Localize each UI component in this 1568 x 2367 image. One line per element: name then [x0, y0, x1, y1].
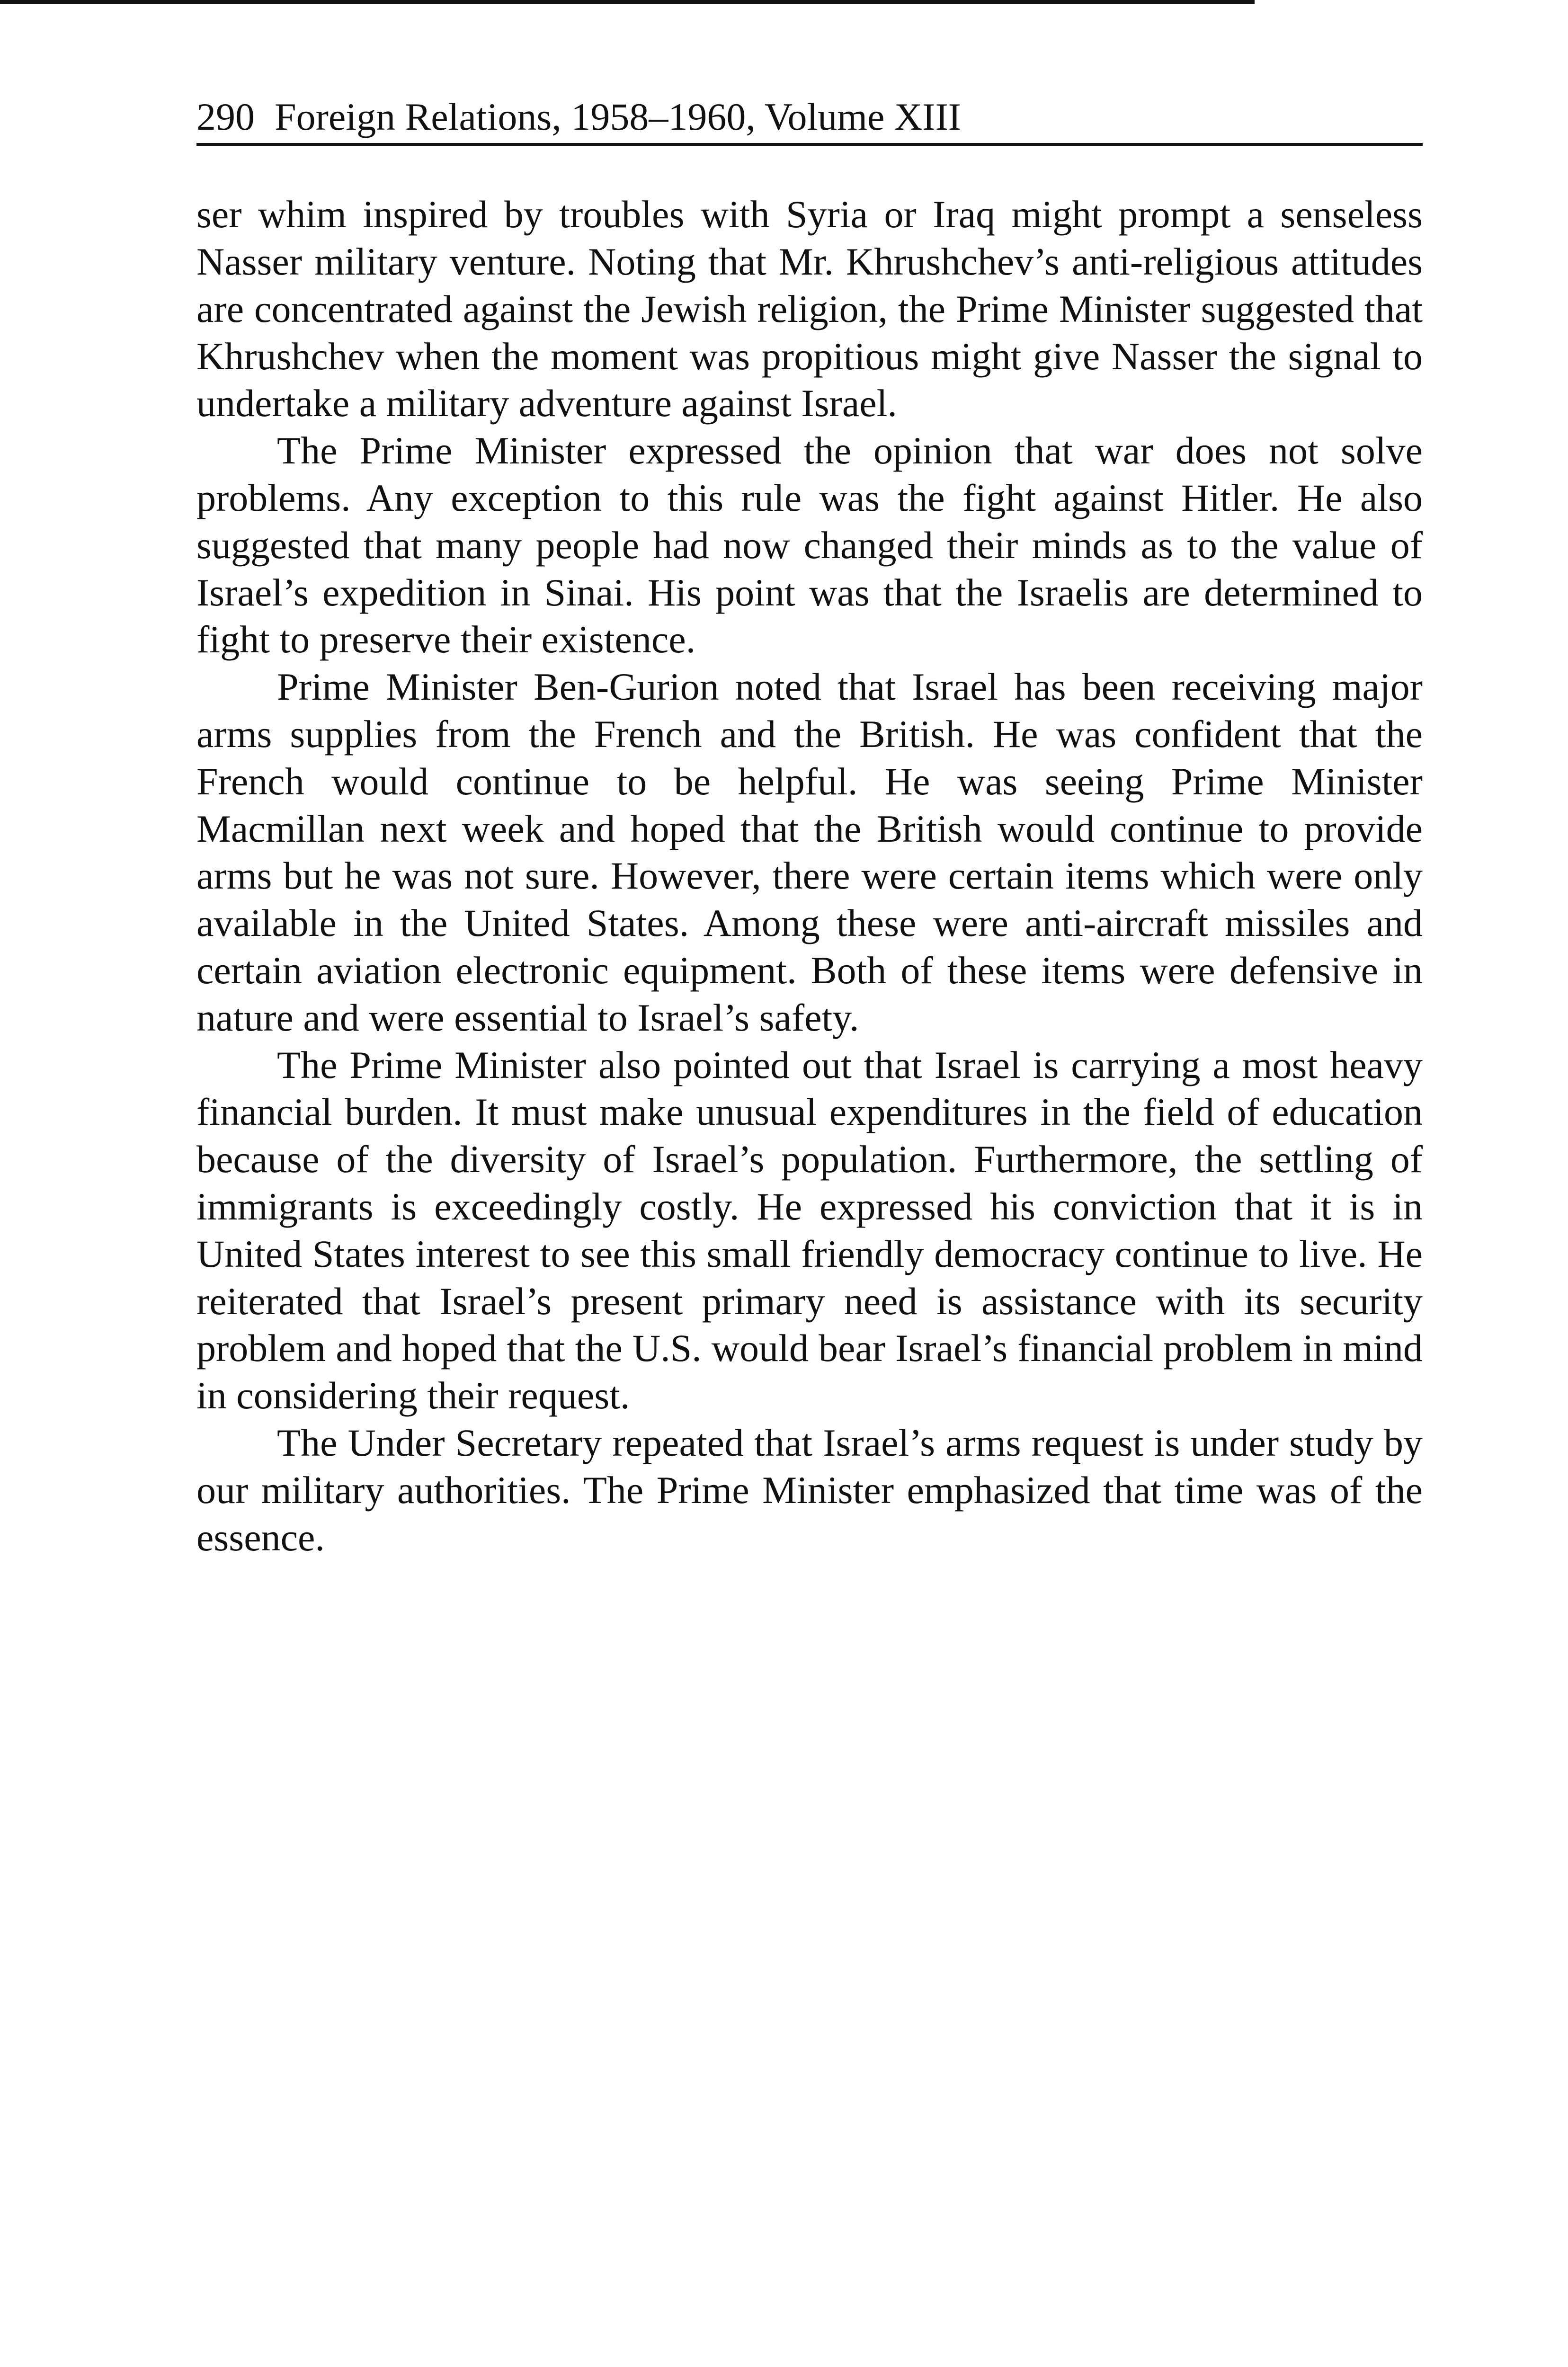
- body-text: [196, 191, 1423, 1561]
- running-head: [196, 95, 1423, 146]
- paragraph-under-secretary: The Under Secretary repeated that Israel’s arms request is under study by our military authorities. The Prime Minister emphasized that time was of the essence.: [196, 1421, 1423, 1559]
- paragraph-continued: ser whim inspired by troubles with Syria or Iraq might prompt a senseless Nasser military venture. Noting that Mr. Khrushchev’s anti-religious attitudes are concentrated against the Jewish religion, the Prime Minister suggested that Khrushchev when the moment was propitious might give Nasser the signal to undertake a military adventure against Israel.: [196, 193, 1423, 425]
- scan-top-edge: [0, 0, 1255, 4]
- publication-title: Foreign Relations, 1958–1960, Volume XIII: [275, 95, 962, 138]
- paragraph-financial-burden: The Prime Minister also pointed out that Israel is carrying a most heavy financial burden. It must make unusual expenditures in the field of education because of the diversity of Israel’s population. Furthermore, the settling of immigrants is exceedingly costly. He expressed his conviction that it is in United States interest to see this small friendly democracy continue to live. He reiterated that Israel’s present primary need is assistance with its security problem and hoped that the U.S. would bear Israel’s financial problem in mind in considering their request.: [196, 1043, 1423, 1417]
- paragraph-arms-supplies: Prime Minister Ben-Gurion noted that Israel has been receiving major arms supplies from the French and the British. He was confident that the French would continue to be helpful. He was seeing Prime Minister Macmillan next week and hoped that the British would continue to provide arms but he was not sure. However, there were certain items which were only available in the United States. Among these were anti-aircraft missiles and certain aviation electronic equipment. Both of these items were defensive in nature and were essential to Israel’s safety.: [196, 665, 1423, 1039]
- page-number: 290: [196, 95, 255, 138]
- paragraph-war-opinion: The Prime Minister expressed the opinion that war does not solve problems. Any exception to this rule was the fight against Hitler. He also suggested that many people had now changed their minds as to the value of Israel’s expedition in Sinai. His point was that the Israelis are determined to fight to preserve their existence.: [196, 429, 1423, 661]
- document-page: [196, 95, 1423, 1561]
